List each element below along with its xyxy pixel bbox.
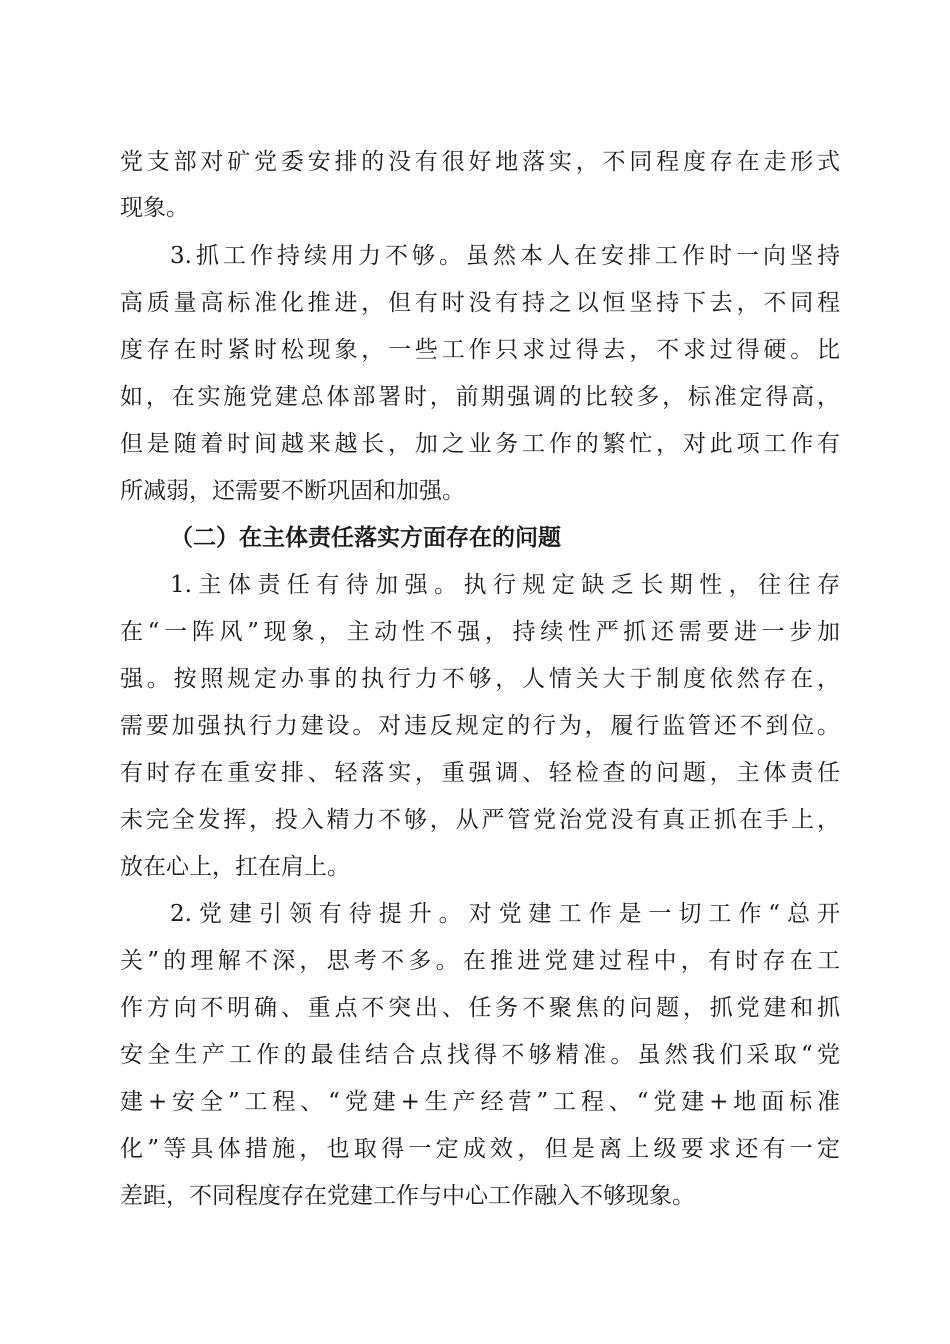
text-line: 有时存在重安排、轻落实，重强调、轻检查的问题，主体责任	[120, 760, 840, 786]
text-line: 放在心上，扛在肩上。	[120, 854, 350, 880]
text-line: 1.主体责任有待加强。执行规定缺乏长期性，往往存	[170, 572, 840, 598]
text-line: 如，在实施党建总体部署时，前期强调的比较多，标准定得高，	[120, 384, 840, 410]
text-line: 作方向不明确、重点不突出、任务不聚焦的问题，抓党建和抓	[120, 995, 840, 1021]
text-line: 高质量高标准化推进，但有时没有持之以恒坚持下去，不同程	[120, 290, 840, 316]
text-line: 3.抓工作持续用力不够。虽然本人在安排工作时一向坚持	[170, 243, 840, 269]
text-line: 强。按照规定办事的执行力不够，人情关大于制度依然存在，	[120, 666, 840, 692]
text-line: 度存在时紧时松现象，一些工作只求过得去，不求过得硬。比	[120, 337, 840, 363]
text-line: 关”的理解不深，思考不多。在推进党建过程中，有时存在工	[120, 948, 840, 974]
text-line: 安全生产工作的最佳结合点找得不够精准。虽然我们采取“党	[120, 1042, 840, 1068]
text-line: 未完全发挥，投入精力不够，从严管党治党没有真正抓在手上，	[120, 807, 840, 833]
text-line: 党支部对矿党委安排的没有很好地落实，不同程度存在走形式	[120, 149, 840, 175]
text-line: 在“一阵风”现象，主动性不强，持续性严抓还需要进一步加	[120, 619, 840, 645]
text-line: 化”等具体措施，也取得一定成效，但是离上级要求还有一定	[120, 1136, 840, 1162]
section-heading: （二）在主体责任落实方面存在的问题	[170, 524, 561, 551]
text-line: 差距，不同程度存在党建工作与中心工作融入不够现象。	[120, 1183, 695, 1209]
text-line: 现象。	[120, 195, 189, 221]
text-line: 所减弱，还需要不断巩固和加强。	[120, 478, 465, 504]
text-line: 2.党建引领有待提升。对党建工作是一切工作“总开	[170, 901, 840, 927]
text-line: 需要加强执行力建设。对违反规定的行为，履行监管还不到位。	[120, 713, 840, 739]
text-line: 但是随着时间越来越长，加之业务工作的繁忙，对此项工作有	[120, 431, 840, 457]
text-line: 建+安全”工程、“党建+生产经营”工程、“党建+地面标准	[120, 1089, 840, 1115]
